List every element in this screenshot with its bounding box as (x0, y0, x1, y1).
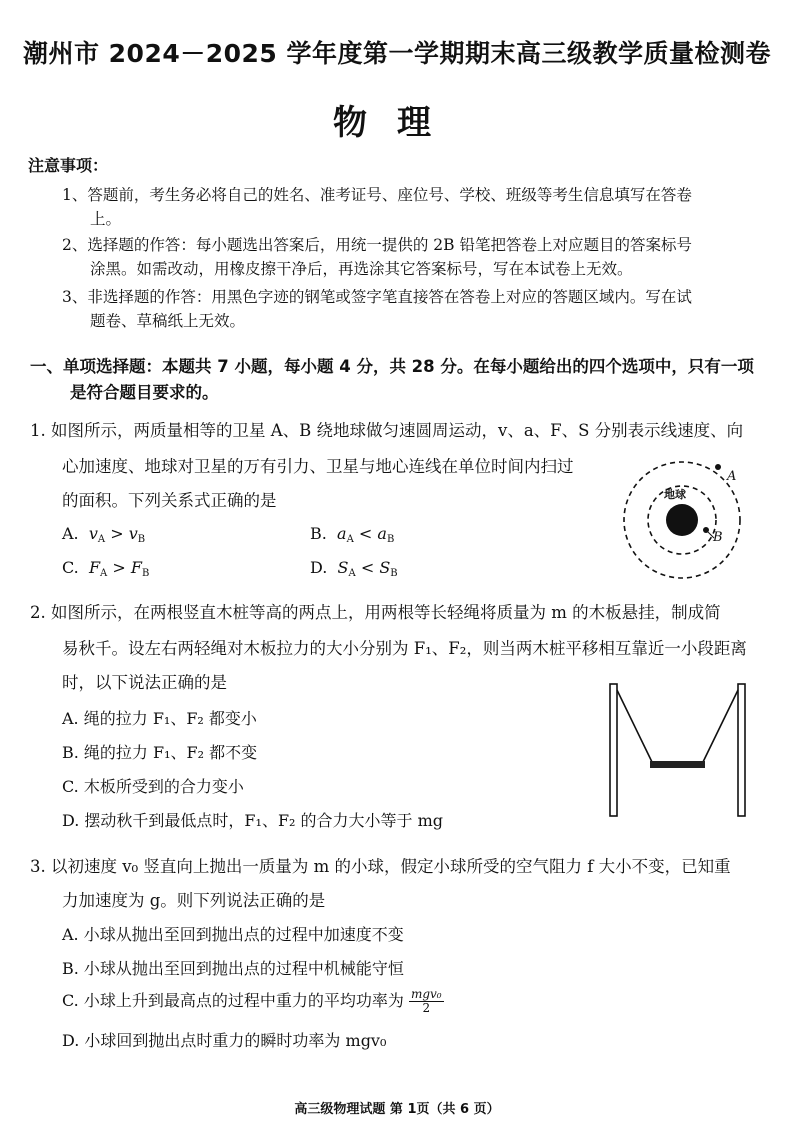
question-2-line-1: 2. 如图所示，在两根竖直木桩等高的两点上，用两根等长轻绳将质量为 m 的木板悬挂，制成简 (30, 603, 721, 622)
page-footer: 高三级物理试题 第 1页（共 6 页） (294, 1102, 500, 1117)
question-2-line-3: 时，以下说法正确的是 (62, 673, 227, 692)
question-3-line-2: 力加速度为 g。则下列说法正确的是 (62, 891, 326, 910)
notice-item-3: 3、非选择题的作答：用黑色字迹的钢笔或签字笔直接答在答卷上对应的答题区域内。写在试 题卷、草稿纸上无效。 (62, 288, 692, 330)
earth-label: 地球 (664, 488, 686, 501)
notice-item-1: 1、答题前，考生务必将自己的姓名、准考证号、座位号、学校、班级等考生信息填写在答卷 上。 (62, 186, 692, 228)
satellite-a-label: A (727, 469, 737, 484)
q3-option-b: B. 小球从抛出至回到抛出点的过程中机械能守恒 (62, 959, 404, 978)
question-1-line-2: 心加速度、地球对卫星的万有引力、卫星与地心连线在单位时间内扫过 (62, 457, 574, 476)
satellite-b-label: B (713, 530, 723, 545)
question-1-line-1: 1. 如图所示，两质量相等的卫星 A、B 绕地球做匀速圆周运动，v、a、F、S 分别表示线速度、向 (30, 421, 744, 440)
swing-figure (604, 680, 754, 820)
question-3-line-1: 3. 以初速度 v₀ 竖直向上抛出一质量为 m 的小球，假定小球所受的空气阻力 f 大小不变，已知重 (30, 857, 731, 876)
q2-option-d: D. 摆动秋千到最低点时，F₁、F₂ 的合力大小等于 mg (62, 811, 444, 830)
left-rope (617, 690, 652, 762)
right-post (738, 684, 745, 816)
q2-option-a: A. 绳的拉力 F₁、F₂ 都变小 (62, 709, 257, 728)
q3-option-a: A. 小球从抛出至回到抛出点的过程中加速度不变 (62, 925, 404, 944)
right-rope (703, 690, 738, 762)
exam-title: 潮州市 2024－2025 学年度第一学期期末高三级教学质量检测卷 (22, 39, 772, 68)
left-post (610, 684, 617, 816)
q2-option-b: B. 绳的拉力 F₁、F₂ 都不变 (62, 743, 258, 762)
q1-option-b: B. $a_A < a_B$ (310, 524, 395, 545)
q3-option-d: D. 小球回到抛出点时重力的瞬时功率为 mgv₀ (62, 1031, 387, 1050)
satellite-orbit-figure (612, 454, 752, 584)
section-heading: 一、单项选择题：本题共 7 小题，每小题 4 分，共 28 分。在每小题给出的四个选项中，只有一项 是符合题目要求的。 (30, 357, 754, 402)
q2-option-c: C. 木板所受到的合力变小 (62, 777, 244, 796)
wooden-board (650, 761, 705, 768)
earth-icon (666, 504, 698, 536)
question-2-line-2: 易秋千。设左右两轻绳对木板拉力的大小分别为 F₁、F₂，则当两木桩平移相互靠近一小段距离 (62, 639, 747, 658)
fraction: $\frac{\text{mgv₀}}{2}$ (410, 987, 442, 1015)
satellite-a-dot (715, 464, 721, 470)
notice-item-2: 2、选择题的作答：每小题选出答案后，用统一提供的 2B 铅笔把答卷上对应题目的答案标号 涂黑。如需改动，用橡皮擦干净后，再选涂其它答案标号，写在本试卷上无效。 (62, 236, 692, 278)
q1-option-a: A. $v_A > v_B$ (62, 524, 146, 545)
q1-option-d: D. $S_A < S_B$ (310, 558, 398, 579)
notice-heading: 注意事项： (28, 156, 109, 175)
subject-title: 物理 (333, 103, 461, 143)
q1-option-c: C. $F_A > F_B$ (62, 558, 150, 579)
q3-option-c: C. 小球上升到最高点的过程中重力的平均功率为 $\frac{\text{mgv₀}}{2}$ (62, 987, 442, 1015)
question-1-line-3: 的面积。下列关系式正确的是 (62, 491, 277, 510)
